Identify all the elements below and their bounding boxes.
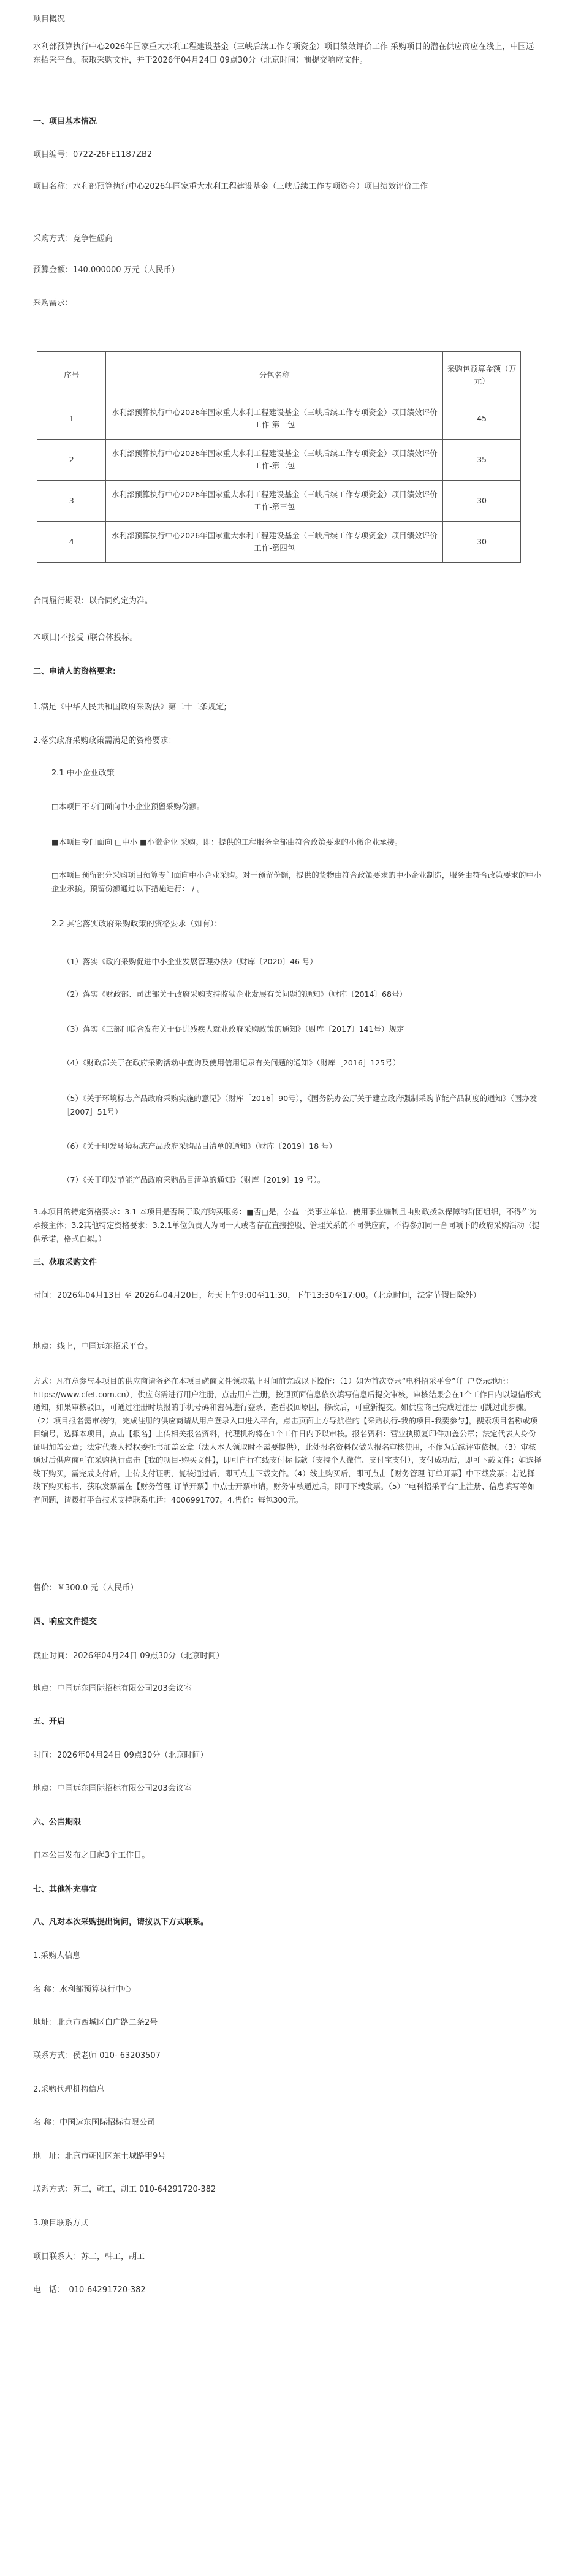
section-3-heading: 三、获取采购文件	[33, 1258, 97, 1267]
purchaser-name: 名 称：水利部预算执行中心	[33, 1985, 132, 1994]
section-2-heading: 二、申请人的资格要求:	[33, 667, 116, 676]
agency-heading: 2.采购代理机构信息	[33, 2085, 105, 2094]
section-1-heading: 一、项目基本情况	[33, 117, 97, 126]
contract-period: 合同履行期限：以合同约定为准。	[33, 596, 153, 606]
document-price: 售价：￥300.0 元（人民币）	[33, 1583, 139, 1593]
procurement-method: 采购方式：竞争性磋商	[33, 234, 113, 243]
section-6-heading: 六、公告期限	[33, 1818, 82, 1827]
overview-text: 水利部预算执行中心2026年国家重大水利工程建设基金（三峡后续工作专项资金）项目绩效评价工作 采购项目的潜在供应商应在线上，中国远东招采平台。获取采购文件，并于2026年04月24日 09点30分（北京时间）前提交响应文件。	[33, 42, 534, 65]
joint-bid-note: 本项目(不接受 )联合体投标。	[33, 633, 138, 642]
row-number: 3	[37, 481, 106, 522]
purchaser-address: 地址：北京市西城区白广路二条2号	[33, 2018, 158, 2027]
opening-place: 地点：中国远东国际招标有限公司203会议室	[33, 1784, 192, 1793]
row-budget: 30	[443, 481, 521, 522]
header-number: 序号	[37, 352, 106, 398]
row-budget: 35	[443, 440, 521, 481]
header-budget: 采购包预算金额（万元）	[443, 352, 521, 398]
project-number: 项目编号：0722-26FE1187ZB2	[33, 150, 153, 159]
policy-item: （6）《关于印发环境标志产品政府采购品目清单的通知》（财库〔2019〕18 号）	[63, 1141, 337, 1151]
table-row	[37, 440, 521, 481]
table-header-row	[37, 352, 521, 398]
submission-deadline: 截止时间：2026年04月24日 09点30分（北京时间）	[33, 1652, 224, 1661]
lots-table	[37, 351, 521, 563]
purchaser-heading: 1.采购人信息	[33, 1951, 81, 1961]
row-lot-name: 水利部预算执行中心2026年国家重大水利工程建设基金（三峡后续工作专项资金）项目绩效评价工作-第二包	[106, 440, 443, 481]
budget-amount: 预算金额：140.000000 万元（人民币）	[33, 265, 180, 275]
procurement-needs-label: 采购需求：	[33, 299, 74, 308]
qualification-3: 3.本项目的特定资格要求：3.1 本项目是否属于政府购买服务：■否□是，公益一类事业单位、使用事业编制且由财政拨款保障的群团组织，不得作为承接主体；3.2其他特定资格要求：3.2.1单位负责人为同一人或者存在直接控股、管理关系的不同供应商，不得参加同一合同项下的政府采购活动（提供承诺，格式自拟。）	[33, 1207, 540, 1243]
row-lot-name: 水利部预算执行中心2026年国家重大水利工程建设基金（三峡后续工作专项资金）项目绩效评价工作-第四包	[106, 522, 443, 563]
policy-item: （3）落实《三部门联合发布关于促进残疾人就业政府采购政策的通知》（财库〔2017〕141号）规定	[63, 1024, 404, 1034]
row-number: 4	[37, 522, 106, 563]
project-contact-person: 项目联系人：苏工，韩工，胡工	[33, 2252, 145, 2262]
sme-option-c: □本项目预留部分采购项目预算专门面向中小企业采购。对于预留份额，提供的货物由符合政策要求的中小企业制造，服务由符合政策要求的中小企业承接。预留份额通过以下措施进行： / 。	[51, 871, 542, 893]
announcement-period: 自本公告发布之日起3个工作日。	[33, 1851, 150, 1860]
doc-title: 项目概况	[33, 15, 66, 24]
purchaser-contact: 联系方式：侯老师 010- 63203507	[33, 2051, 161, 2060]
sme-policy-heading: 2.1 中小企业政策	[51, 769, 115, 778]
row-lot-name: 水利部预算执行中心2026年国家重大水利工程建设基金（三峡后续工作专项资金）项目绩效评价工作-第三包	[106, 481, 443, 522]
row-budget: 45	[443, 398, 521, 440]
row-lot-name: 水利部预算执行中心2026年国家重大水利工程建设基金（三峡后续工作专项资金）项目绩效评价工作-第一包	[106, 398, 443, 440]
row-budget: 30	[443, 522, 521, 563]
row-number: 2	[37, 440, 106, 481]
table-row	[37, 398, 521, 440]
obtain-place: 地点：线上，中国远东招采平台。	[33, 1342, 153, 1351]
policy-item: （7）《关于印发节能产品政府采购品目清单的通知》（财库〔2019〕19 号）。	[63, 1175, 325, 1184]
policy-item: （4）《财政部关于在政府采购活动中查询及使用信用记录有关问题的通知》（财库［2016］125号）	[63, 1058, 401, 1067]
policy-item: （2）落实《财政部、司法部关于政府采购支持监狱企业发展有关问题的通知》（财库〔2014〕68号）	[63, 989, 407, 999]
table-row	[37, 522, 521, 563]
agency-address: 地 址：北京市朝阳区东土城路甲9号	[33, 2152, 166, 2161]
table-row	[37, 481, 521, 522]
policy-item: （5）《关于环境标志产品政府采购实施的意见》（财库［2016］90号），《国务院办公厅关于建立政府强制采购节能产品制度的通知》（国办发［2007］51号）	[63, 1094, 537, 1116]
agency-contact: 联系方式：苏工，韩工，胡工 010-64291720-382	[33, 2185, 216, 2194]
policy-item: （1）落实《政府采购促进中小企业发展管理办法》（财库〔2020〕46 号）	[63, 957, 317, 966]
section-8-heading: 八、凡对本次采购提出询问，请按以下方式联系。	[33, 1918, 209, 1927]
qualification-1: 1.满足《中华人民共和国政府采购法》第二十二条规定;	[33, 703, 227, 712]
section-5-heading: 五、开启	[33, 1717, 66, 1726]
project-name: 项目名称：水利部预算执行中心2026年国家重大水利工程建设基金（三峡后续工作专项资金）项目绩效评价工作	[33, 182, 428, 191]
row-number: 1	[37, 398, 106, 440]
section-4-heading: 四、响应文件提交	[33, 1617, 97, 1626]
other-policy-heading: 2.2 其它落实政府采购政策的资格要求（如有）：	[51, 920, 222, 929]
obtain-time: 时间：2026年04月13日 至 2026年04月20日，每天上午9:00至11:30，下午13:30至17:00。（北京时间，法定节假日除外）	[33, 1291, 481, 1300]
project-contact-phone: 电 话： 010-64291720-382	[33, 2285, 146, 2295]
opening-time: 时间：2026年04月24日 09点30分（北京时间）	[33, 1751, 208, 1760]
header-lot-name: 分包名称	[106, 352, 443, 398]
qualification-2: 2.落实政府采购政策需满足的资格要求：	[33, 736, 177, 745]
agency-name: 名 称：中国远东国际招标有限公司	[33, 2118, 156, 2127]
project-contact-heading: 3.项目联系方式	[33, 2219, 89, 2228]
sme-option-b: ■本项目专门面向 □中小 ■小微企业 采购。即：提供的工程服务全部由符合政策要求的小微企业承接。	[51, 837, 403, 847]
submission-place: 地点：中国远东国际招标有限公司203会议室	[33, 1684, 192, 1693]
obtain-method: 方式：凡有意参与本项目的供应商请务必在本项目磋商文件领取截止时间前完成以下操作：（1）如为首次登录“电科招采平台”（门户登录地址：https://www.cfet.com.cn），供应商需进行用户注册，点击用户注册，按照页面信息依次填写信息后提交审核，审核结果会在1个工作日内以短信形式通知，如果审核驳回，可通过注册时填报的手机号码和密码进行登录，查看驳回原因，修改后，可重新提交。如供应商已完成过注册可跳过此步骤。（2）项目报名需审核的，完成注册的供应商请从用户登录入口进入平台，点击页面上方导航栏的【采购执行-我的项目-我要参与】，搜索项目名称或项目编号，选择本项目，点击【报名】上传相关报名资料，代理机构将在1个工作日内予以审核。报名资料：营业执照复印件加盖公章；法定代表人身份证明加盖公章；法定代表人授权委托书加盖公章（法人本人领取时不需要提供），此处报名资料仅做为报名审核使用，不作为后续评审依据。（3）审核通过后供应商可在采购执行点击【我的项目-购买文件】，即可自行在线支付标书款（支持个人微信、支付宝支付），支付成功后，即可下载文件；如选择线下购买，需完成支付后，上传支付证明，复核通过后，即可点击下载文件。（4）线上购买后，即可点击【财务管理-订单开票】中下载发票；若选择线下购买标书，获取发票需在【财务管理-订单开票】中点击开票申请，财务审核通过后，即可下载发票。（5）“电科招采平台”上注册、信息填写等如有问题，请拨打平台技术支持联系电话：4006991707。4.售价：每包300元。	[33, 1376, 542, 1504]
sme-option-a: □本项目不专门面向中小企业预留采购份额。	[51, 802, 205, 811]
section-7-heading: 七、其他补充事宜	[33, 1885, 97, 1894]
